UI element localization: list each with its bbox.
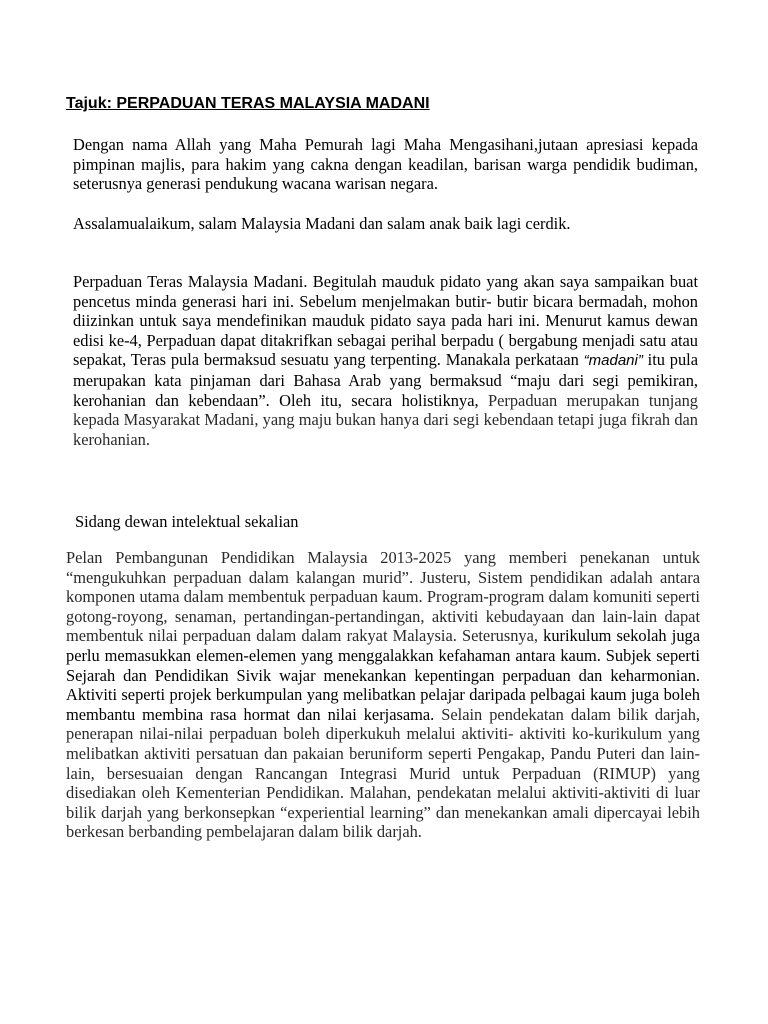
document-title: Tajuk: PERPADUAN TERAS MALAYSIA MADANI bbox=[66, 95, 430, 112]
body-text-part2: kurikulum sekolah juga perlu memasukkan elemen-elemen yang menggalakkan kefahaman antara kaum. Subjek seperti Sejarah dan Pendidikan Sivik wajar menekankan kepentingan perpaduan dan keharmonian. Aktiviti seperti projek berkumpulan yang melibatkan pelajar daripada pelbagai kaum juga boleh membantu membina rasa hormat dan nilai kerjasama. bbox=[66, 626, 700, 724]
intro-text-part2: itu pula merupakan kata pinjaman dari Bahasa Arab yang bermaksud “maju dari segi pemikiran, kerohanian dan kebendaan”. Oleh itu, secara holistiknya, bbox=[73, 350, 698, 410]
body-paragraph bbox=[66, 548, 700, 842]
madani-term: “madani” bbox=[583, 352, 643, 370]
body-text-part1: Pelan Pembangunan Pendidikan Malaysia 2013-2025 yang memberi penekanan untuk “mengukuhkan perpaduan dalam kalangan murid”. Justeru, Sistem pendidikan adalah antara komponen utama dalam membentuk perpaduan kaum. Program-program dalam komuniti seperti gotong-royong, senaman, pertandingan-pertandingan, aktiviti kebudayaan dan lain-lain dapat membentuk nilai perpaduan dalam dalam rakyat Malaysia. Seterusnya, bbox=[66, 548, 700, 646]
sidang-heading: Sidang dewan intelektual sekalian bbox=[75, 512, 299, 531]
body-text-part3: Selain pendekatan dalam bilik darjah, penerapan nilai-nilai perpaduan boleh diperkukuh melalui aktiviti- aktiviti ko-kurikulum yang melibatkan aktiviti persatuan dan pakaian beruniform seperti Pengakap, Pandu Puteri dan lain-lain, bersesuaian dengan Rancangan Integrasi Murid untuk Perpaduan (RIMUP) yang disediakan oleh Kementerian Pendidikan. Malahan, pendekatan melalui aktiviti-aktiviti di luar bilik darjah yang berkonsepkan “experiential learning” dan menekankan amali dipercayai lebih berkesan berbanding pembelajaran dalam bilik darjah. bbox=[66, 704, 700, 842]
intro-text-part1: Perpaduan Teras Malaysia Madani. Begitulah mauduk pidato yang akan saya sampaikan buat pencetus minda generasi hari ini. Sebelum menjelmakan butir- butir bicara bermadah, mohon diizinkan untuk saya mendefinikan mauduk pidato saya pada hari ini. Menurut kamus dewan edisi ke-4, Perpaduan dapat ditakrifkan sebagai perihal berpadu ( bergabung menjadi satu atau sepakat, Teras pula bermaksud sesuatu yang terpenting. Manakala perkataan bbox=[73, 272, 698, 370]
intro-text-part3: Perpaduan merupakan tunjang kepada Masyarakat Madani, yang maju bukan hanya dari segi kebendaan tetapi juga fikrah dan kerohanian. bbox=[73, 390, 698, 449]
intro-paragraph bbox=[73, 272, 698, 449]
salam-paragraph: Assalamualaikum, salam Malaysia Madani dan salam anak baik lagi cerdik. bbox=[73, 214, 571, 233]
opening-paragraph: Dengan nama Allah yang Maha Pemurah lagi Maha Mengasihani,jutaan apresiasi kepada pimpinan majlis, para hakim yang cakna dengan keadilan, barisan warga pendidik budiman, seterusnya generasi pendukung wacana warisan negara. bbox=[73, 135, 698, 194]
